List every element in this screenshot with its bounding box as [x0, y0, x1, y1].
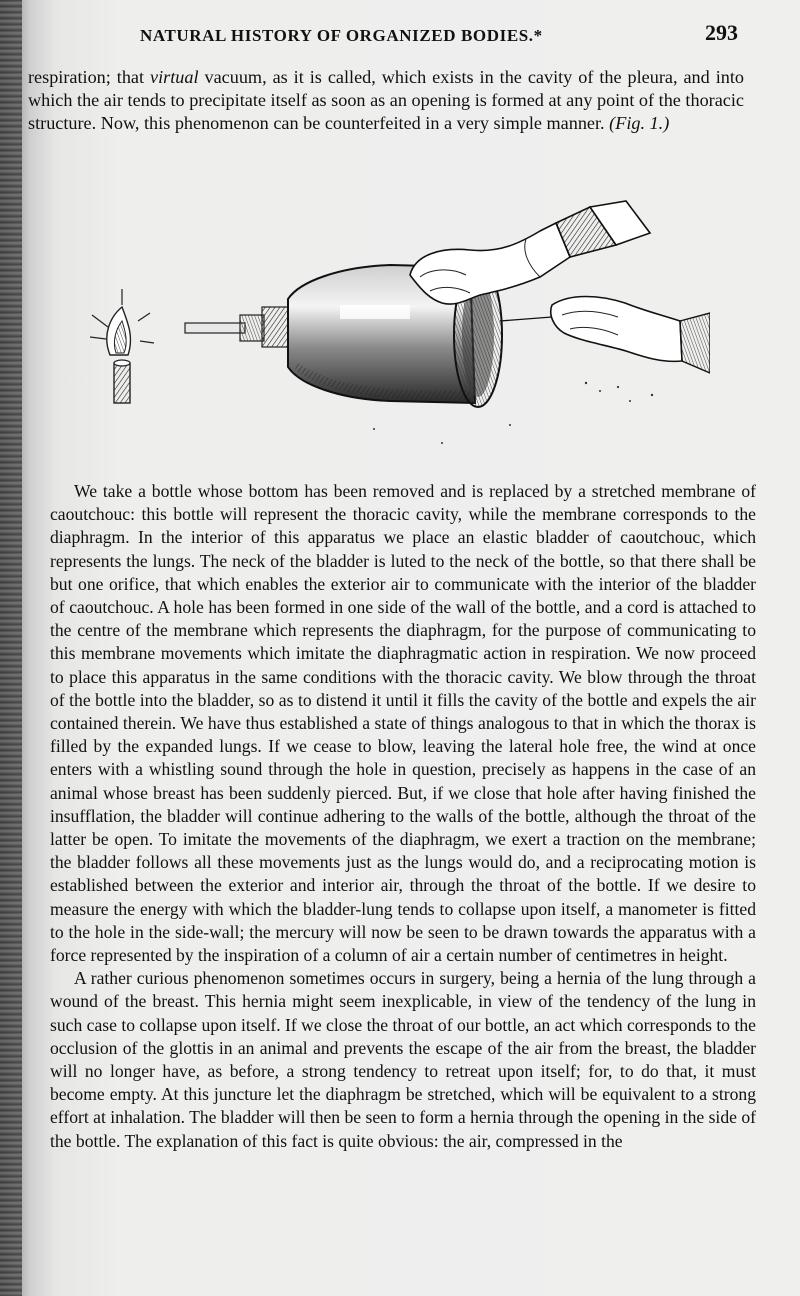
- intro-text: [28, 66, 744, 135]
- book-gutter: [0, 0, 22, 1296]
- figure-illustration: [70, 195, 710, 485]
- lower-hand-icon: [500, 297, 710, 374]
- page-number: 293: [705, 20, 738, 45]
- figure-reference: (Fig. 1.): [609, 113, 670, 133]
- upper-hand-icon: [410, 201, 650, 304]
- page-header: [140, 20, 740, 52]
- intro-emphasis: virtual: [150, 67, 199, 87]
- paragraph-2: A rather curious phenomenon sometimes occurs in surgery, being a hernia of the lung through a wound of the breast. This hernia might seem inexplicable, in view of the tendency of the lung in such case to collapse upon itself. If we close the throat of our bottle, an act which corresponds to the occlusion of the glottis in an animal and prevents the escape of the air from the breast, the bladder will no longer have, as before, a strong tendency to retreat upon itself; for, to do that, it must become empty. At this juncture let the diaphragm be stretched, which will be equivalent to a strong effort at inhalation. The bladder will then be seen to form a hernia through the opening in the side of the bottle. The explanation of this fact is quite obvious: the air, compressed in the: [50, 968, 756, 1151]
- intro-text-b: vacuum, as it is called, which exists in the cavity of the pleura, and into which the air tends to precipitate itself as soon as an opening is formed at any point of the thoracic structure. Now, this phenomenon can be counterfeited in a very simple manner.: [28, 67, 744, 133]
- bottle-apparatus-illustration: [70, 195, 710, 485]
- candle-flame-icon: [90, 289, 154, 403]
- bottle-neck-tube: [185, 307, 288, 347]
- intro-paragraph: [28, 66, 744, 135]
- running-head: NATURAL HISTORY OF ORGANIZED BODIES.*: [140, 26, 543, 45]
- paragraph-1: We take a bottle whose bottom has been removed and is replaced by a stretched membrane of caoutchouc: this bottle will represent the thoracic cavity, while the membrane corresponds to the diaphragm. In the interior of this apparatus we place an elastic bladder of caoutchouc, which represents the lungs. The neck of the bladder is luted to the neck of the bottle, so that there shall be but one orifice, that which enables the exterior air to communicate with the interior of the bladder of caoutchouc. A hole has been formed in one side of the wall of the bottle, and a cord is attached to the centre of the membrane which represents the diaphragm, for the purpose of communicating to this membrane movements which imitate the diaphragmatic action in respiration. We now proceed to place this apparatus in the same conditions with the thoracic cavity. We blow through the throat of the bottle into the bladder, so as to distend it until it fills the cavity of the bottle and expels the air contained therein. We have thus established a state of things analogous to that in which the thorax is filled by the expanded lungs. If we cease to blow, leaving the lateral hole free, the wind at once enters with a whistling sound through the hole in question, precisely as happens in the case of an animal whose breast has been suddenly pierced. But, if we close that hole after having finished the insufflation, the bladder will continue adhering to the walls of the bottle, although the throat of the latter be open. To imitate the movements of the diaphragm, we exert a traction on the membrane; the bladder follows all these movements just as the lungs would do, and a reciprocating motion is established between the exterior and interior air, through the throat of the bottle. If we desire to measure the energy with which the bladder-lung tends to collapse upon itself, a manometer is fitted to the hole in the side-wall; the mercury will now be seen to be drawn towards the apparatus with a force represented by the inspiration of a column of air a certain number of centimetres in height.: [50, 481, 756, 966]
- intro-text-a: respiration; that: [28, 67, 151, 87]
- body-text: [50, 480, 756, 1153]
